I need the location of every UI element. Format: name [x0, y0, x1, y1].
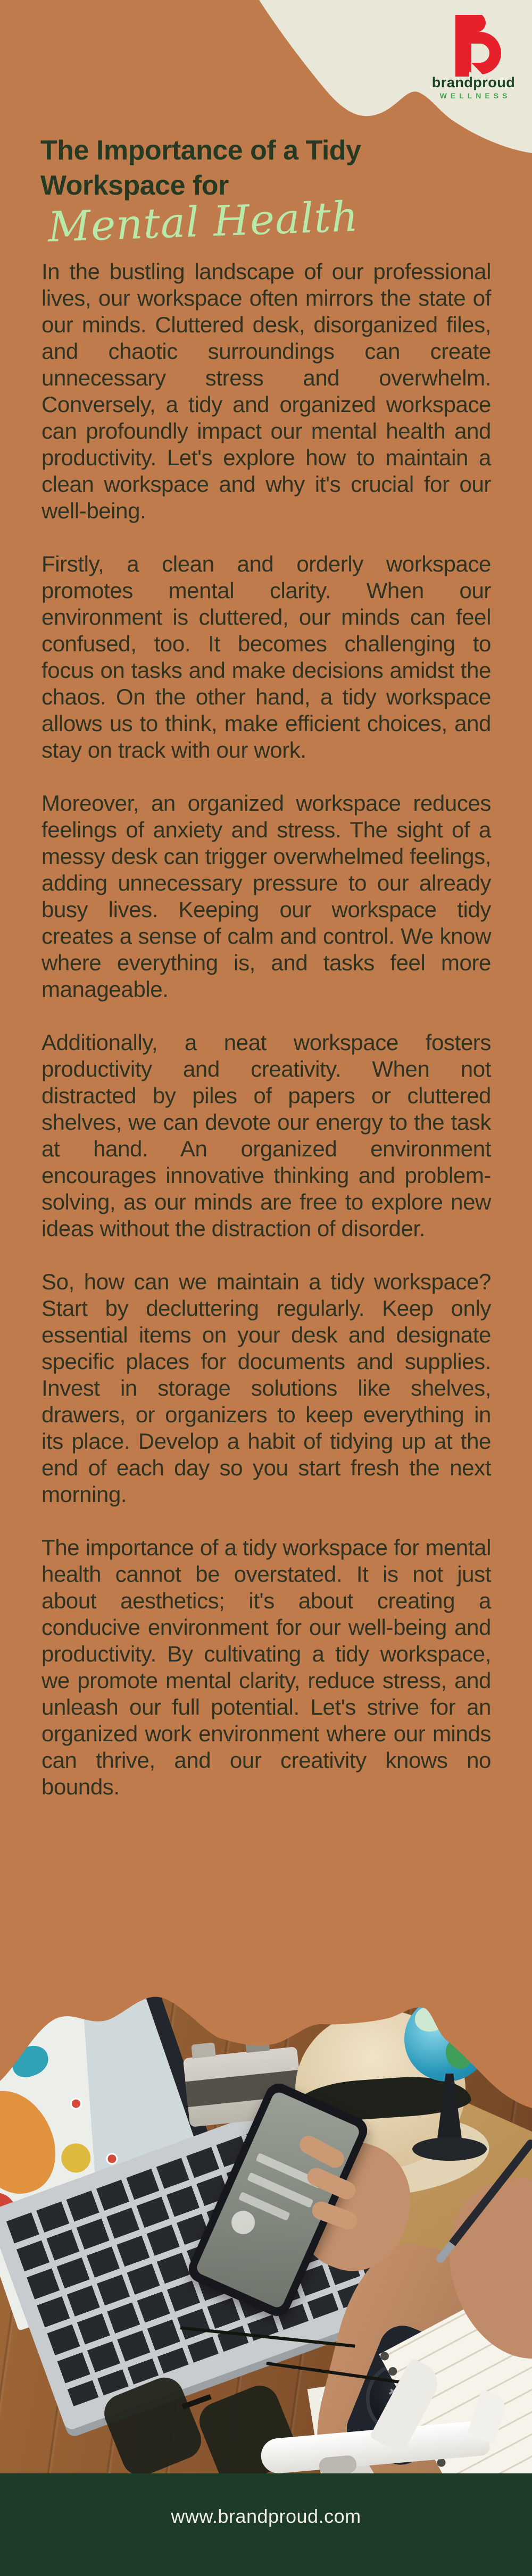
sunglasses-lens [98, 2372, 207, 2473]
globe-land [415, 2006, 447, 2032]
footer-url[interactable]: www.brandproud.com [171, 2505, 361, 2527]
paragraph-conclusion: The importance of a tidy workspace for mental health cannot be overstated. It is not just about aesthetics; it's about creating a conducive environment for our well-being and productivity. By cultivating a tidy workspace, we promote mental clarity, reduce stress, and unleash our full potential. Let's strive for an organized work environment where our minds can thrive, and our creativity knows no bounds. [41, 1535, 491, 1799]
title-script: Mental Health [47, 192, 360, 252]
brand-tagline: WELLNESS [439, 91, 511, 100]
phone-ui-avatar [228, 2207, 259, 2238]
paragraph-productivity: Additionally, a neat workspace fosters productivity and creativity. When not distracted by piles of papers or cluttered shelves, we can devote our energy to the task at hand. An organized environment encourages innovative thinking and problem-solving, as our minds are free to explore new ideas without the distraction of disorder. [41, 1030, 491, 1241]
map-continent [7, 2042, 52, 2082]
paragraph-intro: In the bustling landscape of our professional lives, our workspace often mirrors the state of our minds. Cluttered desk, disorganized files, and chaotic surroundings can create unnecessary stress and overwhelm. Conversely, a tidy and organized workspace can profoundly impact our mental health and productivity. Let's explore how to maintain a clean workspace and why it's crucial for our well-being. [41, 259, 491, 523]
brand-name: brandproud [431, 74, 516, 90]
globe-land [446, 2039, 472, 2069]
workspace-photo [0, 1967, 532, 2473]
toy-airplane [250, 2393, 532, 2473]
globe-base [412, 2137, 487, 2161]
camera-knob [191, 2042, 215, 2058]
brandproud-b-logo-icon [450, 15, 501, 77]
airplane-tail [467, 2389, 509, 2444]
map-continent [57, 2139, 95, 2177]
page-title [40, 133, 519, 252]
desk-globe [404, 1996, 489, 2082]
title-line1: The Importance of a Tidy [40, 135, 361, 166]
title-line2: Workspace for [40, 170, 229, 201]
paragraph-howto: So, how can we maintain a tidy workspace? Start by decluttering regularly. Keep only essential items on your desk and designate specific places for documents and supplies. Invest in storage solutions like shelves, drawers, or organizers to keep everything in its place. Develop a habit of tidying up at the end of each day so you start fresh the next morning. [41, 1269, 491, 1507]
map-pin-icon [69, 2096, 84, 2111]
article-body [41, 258, 491, 1827]
airplane-engine [319, 2455, 358, 2473]
paragraph-clarity: Firstly, a clean and orderly workspace promotes mental clarity. When our environment is cluttered, our minds can feel confused, too. It becomes challenging to focus on tasks and make decisions amidst the chaos. On the other hand, a tidy workspace allows us to think, make efficient choices, and stay on track with our work. [41, 551, 491, 762]
paragraph-anxiety: Moreover, an organized workspace reduces feelings of anxiety and stress. The sight of a messy desk can trigger overwhelmed feelings, adding unnecessary pressure to our already busy lives. Keeping our workspace tidy creates a sense of calm and control. We know where everything is, and tasks feel more manageable. [41, 791, 491, 1002]
footer-bar [0, 2473, 532, 2576]
camera-knob [245, 2037, 270, 2053]
